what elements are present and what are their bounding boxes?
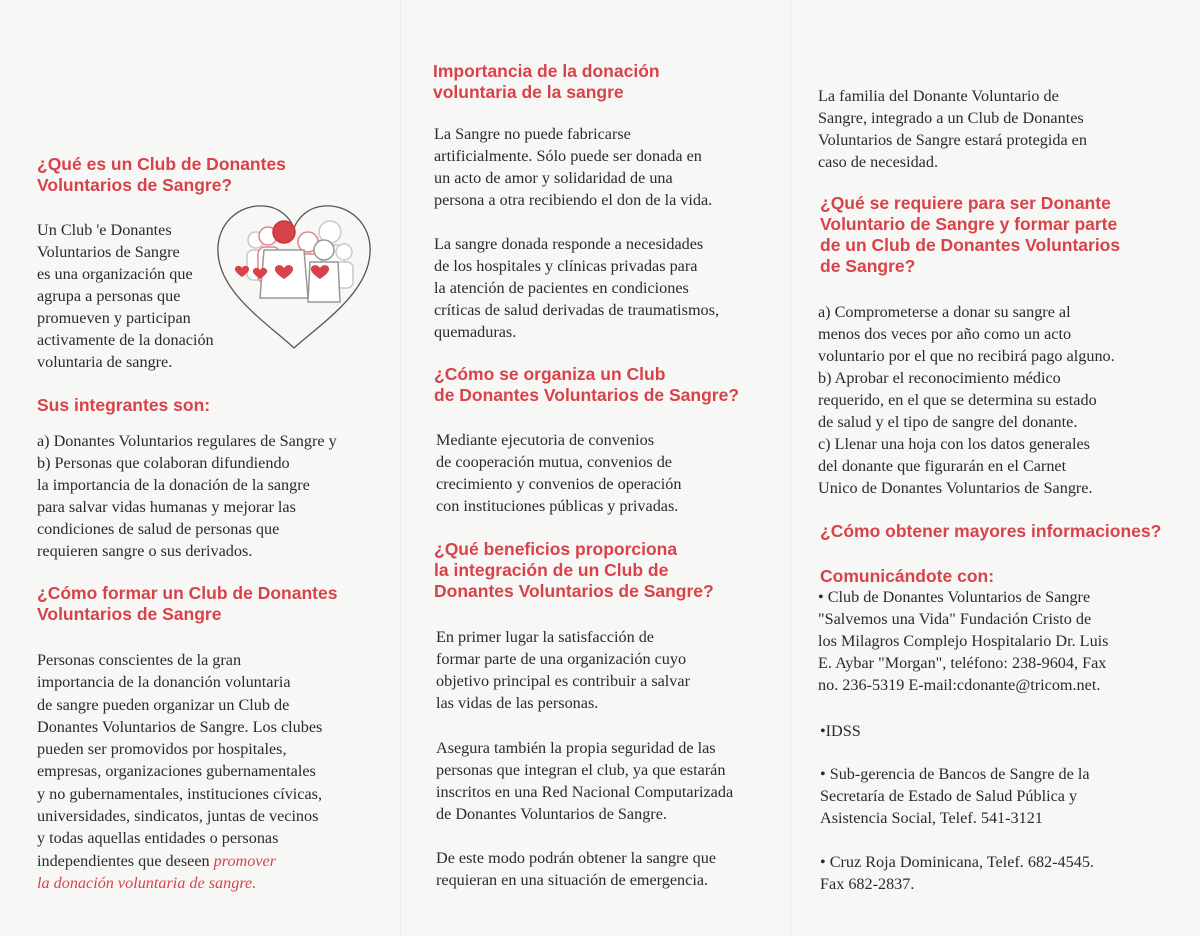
paragraph-requiere: a) Comprometerse a donar su sangre al menos dos veces por año como un acto voluntario por el que no recibirá pago alguno. b) Aprobar el reconocimiento médico requerido, en el que se determina su estado de salud y el tipo de sangre del donante. c) Llenar una hoja con los datos generales del donante que figurarán en el Carnet Unico de Donantes Voluntarios de Sangre. bbox=[818, 303, 1115, 497]
panel-middle bbox=[400, 0, 791, 936]
contact-subgerencia: • Sub-gerencia de Bancos de Sangre de la Secretaría de Estado de Salud Pública y Asistencia Social, Telef. 541-3121 bbox=[820, 765, 1090, 827]
heading-que-es-club: ¿Qué es un Club de Donantes Voluntarios de Sangre? bbox=[37, 154, 286, 195]
heading-como-formar: ¿Cómo formar un Club de Donantes Voluntarios de Sangre bbox=[37, 583, 338, 624]
heading-beneficios: ¿Qué beneficios proporciona la integración de un Club de Donantes Voluntarios de Sangre? bbox=[434, 539, 714, 601]
panel-left bbox=[0, 0, 400, 936]
como-formar-emphasis: promover la donación voluntaria de sangre. bbox=[37, 851, 276, 892]
paragraph-familia: La familia del Donante Voluntario de Sangre, integrado a un Club de Donantes Voluntarios de Sangre estará protegida en caso de necesidad. bbox=[818, 87, 1087, 171]
heading-informaciones: ¿Cómo obtener mayores informaciones? bbox=[820, 521, 1162, 541]
panel-right bbox=[790, 0, 1200, 936]
contact-club: • Club de Donantes Voluntarios de Sangre "Salvemos una Vida" Fundación Cristo de los Milagros Complejo Hospitalario Dr. Luis E. Aybar "Morgan", teléfono: 238-9604, Fax no. 236-5319 E-mail:cdonante@tricom.net. bbox=[818, 588, 1109, 694]
paragraph-beneficios-1: En primer lugar la satisfacción de formar parte de una organización cuyo objetivo principal es contribuir a salvar las vidas de las personas. bbox=[436, 628, 690, 712]
paragraph-importancia-2: La sangre donada responde a necesidades de los hospitales y clínicas privadas para la atención de pacientes en condiciones críticas de salud derivadas de traumatismos, quemaduras. bbox=[434, 235, 719, 341]
paragraph-que-es-club: Un Club 'e Donantes Voluntarios de Sangre es una organización que agrupa a personas que promueven y participan activamente de la donación voluntaria de sangre. bbox=[37, 221, 214, 371]
heading-importancia: Importancia de la donación voluntaria de la sangre bbox=[433, 61, 660, 102]
heading-comunicandote: Comunicándote con: bbox=[820, 566, 995, 586]
paragraph-organiza: Mediante ejecutoria de convenios de cooperación mutua, convenios de crecimiento y convenios de operación con instituciones públicas y privadas. bbox=[436, 431, 682, 515]
como-formar-text: Personas conscientes de la gran importancia de la donanción voluntaria de sangre pueden organizar un Club de Donantes Voluntarios de Sangre. Los clubes pueden ser promovidos por hospitales, empresas, organizaciones gubernamentales y no gubernamentales, instituciones cívicas, universidades, sindicatos, juntas de vecinos y todas aquellas entidades o personas independientes que deseen bbox=[37, 651, 323, 870]
paragraph-beneficios-2: Asegura también la propia seguridad de las personas que integran el club, ya que estarán inscritos en una Red Nacional Computarizada de Donantes Voluntarios de Sangre. bbox=[436, 739, 734, 823]
heading-organiza: ¿Cómo se organiza un Club de Donantes Voluntarios de Sangre? bbox=[434, 364, 740, 405]
contact-idss: •IDSS bbox=[820, 722, 861, 740]
contact-cruz-roja: • Cruz Roja Dominicana, Telef. 682-4545. Fax 682-2837. bbox=[820, 853, 1094, 893]
heart-with-donors-icon bbox=[212, 198, 377, 353]
paragraph-beneficios-3: De este modo podrán obtener la sangre que requieran en una situación de emergencia. bbox=[436, 849, 717, 889]
heading-integrantes: Sus integrantes son: bbox=[37, 395, 211, 415]
heading-requiere: ¿Qué se requiere para ser Donante Voluntario de Sangre y formar parte de un Club de Donantes Voluntarios de Sangre? bbox=[820, 193, 1121, 276]
paragraph-integrantes: a) Donantes Voluntarios regulares de Sangre y b) Personas que colaboran difundiendo la importancia de la donación de la sangre para salvar vidas humanas y mejorar las condiciones de salud de personas que requieren sangre o sus derivados. bbox=[37, 432, 337, 560]
paragraph-como-formar bbox=[37, 649, 322, 894]
paragraph-importancia-1: La Sangre no puede fabricarse artificialmente. Sólo puede ser donada en un acto de amor y solidaridad de una persona a otra recibiendo el don de la vida. bbox=[434, 125, 713, 209]
